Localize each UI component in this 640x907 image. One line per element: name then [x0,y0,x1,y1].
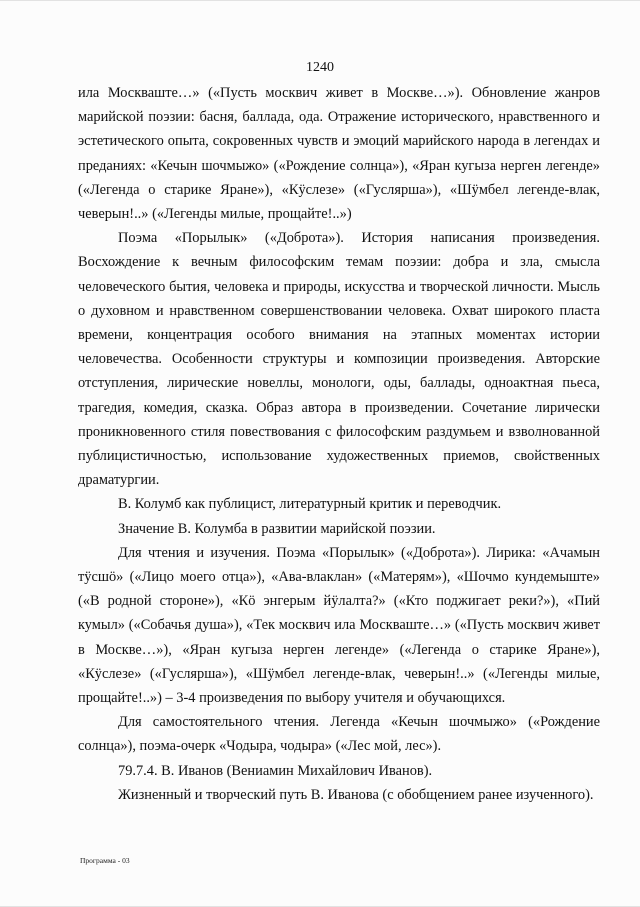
paragraph-independent-reading: Для самостоятельного чтения. Легенда «Кечын шочмыжо» («Рождение солнца»), поэма-очерк «Чодыра, чодыра» («Лес мой, лес»). [78,714,600,755]
section-heading-ivanov: 79.7.4. В. Иванов (Вениамин Михайлович Иванов). [118,762,433,779]
paragraph-continuation: ила Москваште…» («Пусть москвич живет в Москве…»). Обновление жанров марийской поэзии: басня, баллада, ода. Отражение исторического, нравственного и эстетического опыта, сокровенных чувств и эмоций марийского народа в легендах и преданиях: «Кечын шочмыжо» («Рождение солнца»), «Яран кугыза нерген легенде» («Легенда о старике Яране»), «Кÿслезе» («Гуслярша»), «Шÿмбел легенде-влак, чеверын!..» («Легенды милые, прощайте!..») [78,85,600,223]
page-body [78,81,600,807]
page-footer: Программа - 03 [80,856,130,865]
paragraph-publicist: В. Колумб как публицист, литературный критик и переводчик. [118,496,502,513]
paragraph-poem-porylyk: Поэма «Порылык» («Доброта»). История написания произведения. Восхождение к вечным философским темам поэзии: добра и зла, смысла человеческого бытия, человека и природы, искусства и творческой личности. Мысль о духовном и нравственном совершенствовании человека. Охват широкого пласта времени, концентрация особого внимания на этапных моментах истории человечества. Особенности структуры и композиции произведения. Авторские отступления, лирические новеллы, монологи, оды, баллады, одноактная пьеса, трагедия, комедия, сказка. Образ автора в произведении. Сочетание лирически проникновенного стиля повествования с философским раздумьем и взволнованной публицистичностью, использование художественных приемов, свойственных драматургии. [78,230,600,489]
page-number: 1240 [306,60,334,75]
paragraph-reading-list: Для чтения и изучения. Поэма «Порылык» («Доброта»). Лирика: «Ачамын тÿсшö» («Лицо моего отца»), «Ава-влаклан» («Матерям»), «Шочмо кундемыште» («В родной стороне»), «Кö энгерым йÿлалта?» («Кто поджигает реки?»), «Пий кумыл» («Собачья душа»), «Тек москвич ила Москваште…» («Пусть москвич живет в Москве…»), «Яран кугыза нерген легенде» («Легенда о старике Яране»), «Кÿслезе» («Гуслярша»), «Шÿмбел легенде-влак, чеверын!..» («Легенды милые, прощайте!..») – 3-4 произведения по выбору учителя и обучающихся. [78,544,600,707]
paragraph-significance: Значение В. Колумба в развитии марийской поэзии. [118,520,436,537]
paragraph-ivanov-biography: Жизненный и творческий путь В. Иванова (с обобщением ранее изученного). [118,786,594,803]
